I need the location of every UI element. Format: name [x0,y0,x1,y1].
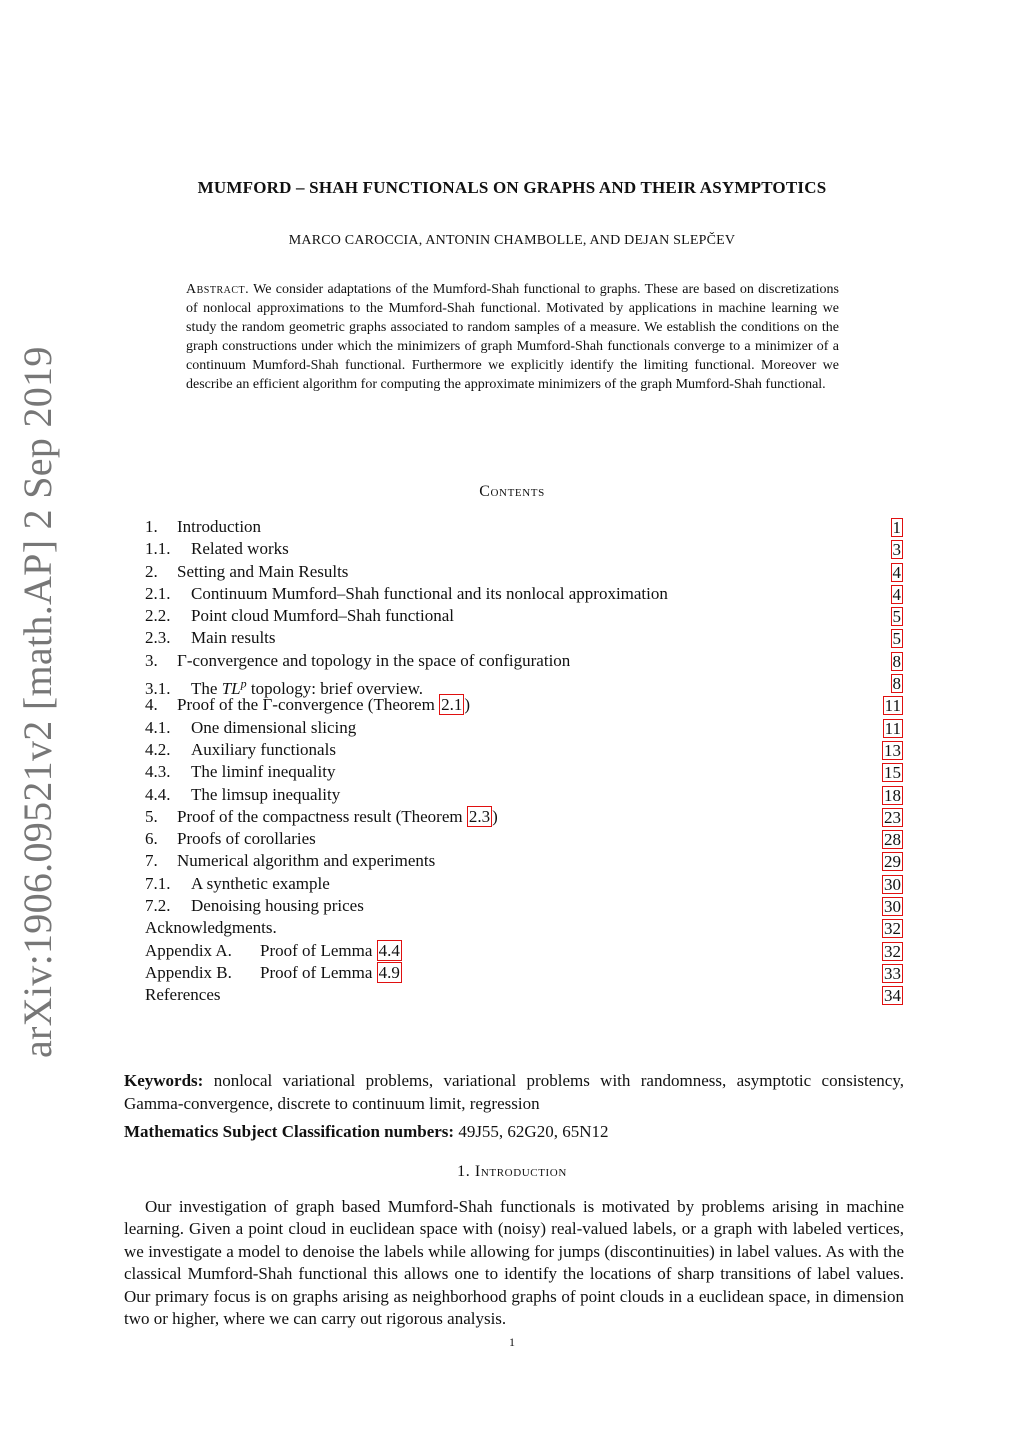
toc-entry[interactable] [145,627,903,649]
paper-title: MUMFORD – SHAH FUNCTIONALS ON GRAPHS AND THEIR ASYMPTOTICS [197,178,827,197]
toc-label-text: ) [492,806,498,826]
toc-entry-number: 2.3. [145,628,171,648]
introduction-text: Our investigation of graph based Mumford-Shah functionals is motivated by problems arising in machine learning. Given a point cloud in euclidean space with (noisy) real-valued labels, or a graph with labeled vertices, we investigate a model to denoise the labels while allowing for jumps (discontinuities) in label values. As with the classical Mumford-Shah functional this allows one to identify the locations of sharp transitions of label values. Our primary focus is on graphs arising as neighborhood graphs of point clouds in a euclidean space, in dimension two or higher, where we can carry out rigorous analysis. [124,1197,904,1329]
toc-label-reference-link[interactable]: 4.9 [378,962,400,982]
toc-entry[interactable] [145,962,903,984]
toc-entry-number: 7.2. [145,896,171,916]
toc-label-text: Proof of the compactness result (Theorem [177,806,467,826]
toc-entry-number: 3. [145,650,158,670]
toc-entry[interactable] [145,739,903,761]
abstract-text: We consider adaptations of the Mumford-Shah functional to graphs. These are based on discretizations of nonlocal approximations to the Mumford-Shah functional. Motivated by applications in machine learning we study the random geometric graphs associated to random samples of a measure. We establish the conditions on the graph constructions under which the minimizers of graph Mumford-Shah functionals converge to a minimizer of a continuum Mumford-Shah functional. Furthermore we explicitly identify the limiting functional. Moreover we describe an efficient algorithm for computing the approximate minimizers of the graph Mumford-Shah functional. [186,282,840,392]
toc-entry-number: 5. [145,806,158,826]
toc-page-link[interactable]: 23 [884,807,901,827]
toc-page-link[interactable]: 1 [892,518,901,537]
toc-entry-number: 4.2. [145,739,171,759]
toc-entry[interactable] [145,516,903,538]
toc-page-link[interactable]: 13 [884,740,901,760]
toc-entry-label [177,806,498,827]
toc-entry-label: Numerical algorithm and experiments [177,851,436,871]
toc-entry[interactable] [145,917,903,939]
introduction-title: Introduction [474,1163,567,1180]
toc-entry-number: 4.4. [145,784,171,804]
table-of-contents [145,516,903,1007]
toc-page-link[interactable]: 15 [884,763,901,783]
toc-label-superscript: p [240,676,247,691]
toc-page-link[interactable]: 4 [892,562,901,582]
toc-entry-label: The liminf inequality [191,762,336,782]
toc-entry-label: Acknowledgments. [145,918,277,938]
toc-entry-number: 2.1. [145,583,171,603]
toc-label-reference-link[interactable]: 2.3 [468,806,491,826]
toc-label-reference-link[interactable]: 2.1 [441,695,463,715]
toc-page-link[interactable]: 5 [892,629,901,649]
toc-entry-number: 1.1. [145,539,171,559]
toc-entry-number: 2.2. [145,606,171,626]
toc-entry-number: Appendix A. [145,940,232,960]
toc-entry-label: One dimensional slicing [191,717,357,737]
toc-entry-number: 1. [145,517,158,536]
author-list: MARCO CAROCCIA, ANTONIN CHAMBOLLE, AND DEJAN SLEPČEV [288,233,736,248]
contents-title: Contents [479,483,545,500]
toc-entry-label: References [145,985,221,1005]
toc-page-link[interactable]: 11 [884,696,901,716]
toc-page-link[interactable]: 8 [892,674,901,694]
toc-entry-number: Appendix B. [145,962,232,982]
toc-page-link[interactable]: 8 [892,651,901,671]
toc-entry-label: Setting and Main Results [177,561,349,581]
toc-entry-number: 2. [145,561,158,581]
toc-label-text: topology: brief overview. [246,678,424,698]
abstract [186,280,839,394]
toc-entry-label: Point cloud Mumford–Shah functional [191,606,455,626]
toc-entry-number: 7.1. [145,873,171,893]
toc-label-text: Proof of Lemma [260,940,377,960]
toc-entry-label: Main results [191,628,276,648]
toc-entry-label: Proofs of corollaries [177,829,316,849]
toc-entry-label [260,962,402,983]
msc-heading: Mathematics Subject Classification numbers: [124,1122,455,1141]
keywords-heading: Keywords: [124,1071,204,1090]
toc-entry-label: Introduction [177,517,262,536]
toc-entry-label [177,694,470,715]
toc-page-link[interactable]: 28 [884,830,901,850]
keywords-text: nonlocal variational problems, variational problems with randomness, asymptotic consistency, Gamma-convergence, discrete to continuum limit, regression [124,1071,904,1113]
toc-label-reference-link[interactable]: 4.4 [378,940,400,960]
introduction-heading [0,1163,1024,1181]
toc-entry-label: Denoising housing prices [191,896,364,916]
toc-entry[interactable] [145,672,903,698]
toc-label-text: The [191,678,222,698]
toc-page-link[interactable]: 32 [884,919,901,939]
toc-page-link[interactable]: 30 [884,874,901,894]
toc-entry-number: 7. [145,851,158,871]
toc-entry-number: 4.1. [145,717,171,737]
toc-entry[interactable] [145,761,903,783]
toc-entry-label: Continuum Mumford–Shah functional and its nonlocal approximation [191,583,668,603]
toc-page-link[interactable]: 3 [892,540,901,560]
toc-label-math: TL [221,678,241,698]
toc-entry[interactable] [145,650,903,672]
toc-entry-label: Related works [191,539,289,559]
toc-entry-number: 4. [145,695,158,715]
toc-page-link[interactable]: 4 [892,584,901,604]
toc-entry-label: Γ-convergence and topology in the space of configuration [177,650,571,670]
toc-entry-label [260,940,402,961]
toc-entry-number: 4.3. [145,762,171,782]
toc-entry-label: A synthetic example [191,873,330,893]
toc-entry[interactable] [145,538,903,560]
toc-page-link[interactable]: 11 [884,718,901,738]
page-number: 1 [509,1335,515,1349]
toc-entry[interactable] [145,784,903,806]
toc-entry[interactable] [145,984,903,1006]
toc-page-link[interactable]: 33 [884,963,901,983]
toc-entry[interactable] [145,694,903,716]
toc-page-link[interactable]: 32 [884,941,901,961]
toc-label-text: Proof of the Γ-convergence (Theorem [177,695,440,715]
msc-classification [124,1121,904,1144]
toc-page-link[interactable]: 29 [884,852,901,872]
toc-page-link[interactable]: 18 [884,785,901,805]
abstract-heading: Abstract. [186,282,250,297]
toc-entry[interactable] [145,806,903,828]
toc-entry[interactable] [145,850,903,872]
toc-entry[interactable] [145,561,903,583]
toc-label-text: ) [464,695,470,715]
toc-entry[interactable] [145,895,903,917]
toc-entry-number: 3.1. [145,678,171,698]
toc-entry[interactable] [145,717,903,739]
toc-entry[interactable] [145,873,903,895]
toc-page-link[interactable]: 5 [892,607,901,627]
toc-entry-number: 6. [145,829,158,849]
introduction-number: 1. [457,1163,471,1180]
msc-text: 49J55, 62G20, 65N12 [458,1122,609,1141]
arxiv-identifier: arXiv:1906.09521v2 [math.AP] 2 Sep 2019 [15,346,60,1058]
toc-entry-label: Auxiliary functionals [191,739,336,759]
keywords [124,1070,904,1115]
toc-entry[interactable] [145,583,903,605]
toc-entry[interactable] [145,940,903,962]
toc-page-link[interactable]: 34 [884,986,901,1006]
toc-label-text: Proof of Lemma [260,962,377,982]
toc-entry[interactable] [145,828,903,850]
toc-entry[interactable] [145,605,903,627]
toc-page-link[interactable]: 30 [884,897,901,917]
toc-entry-label: The limsup inequality [191,784,341,804]
